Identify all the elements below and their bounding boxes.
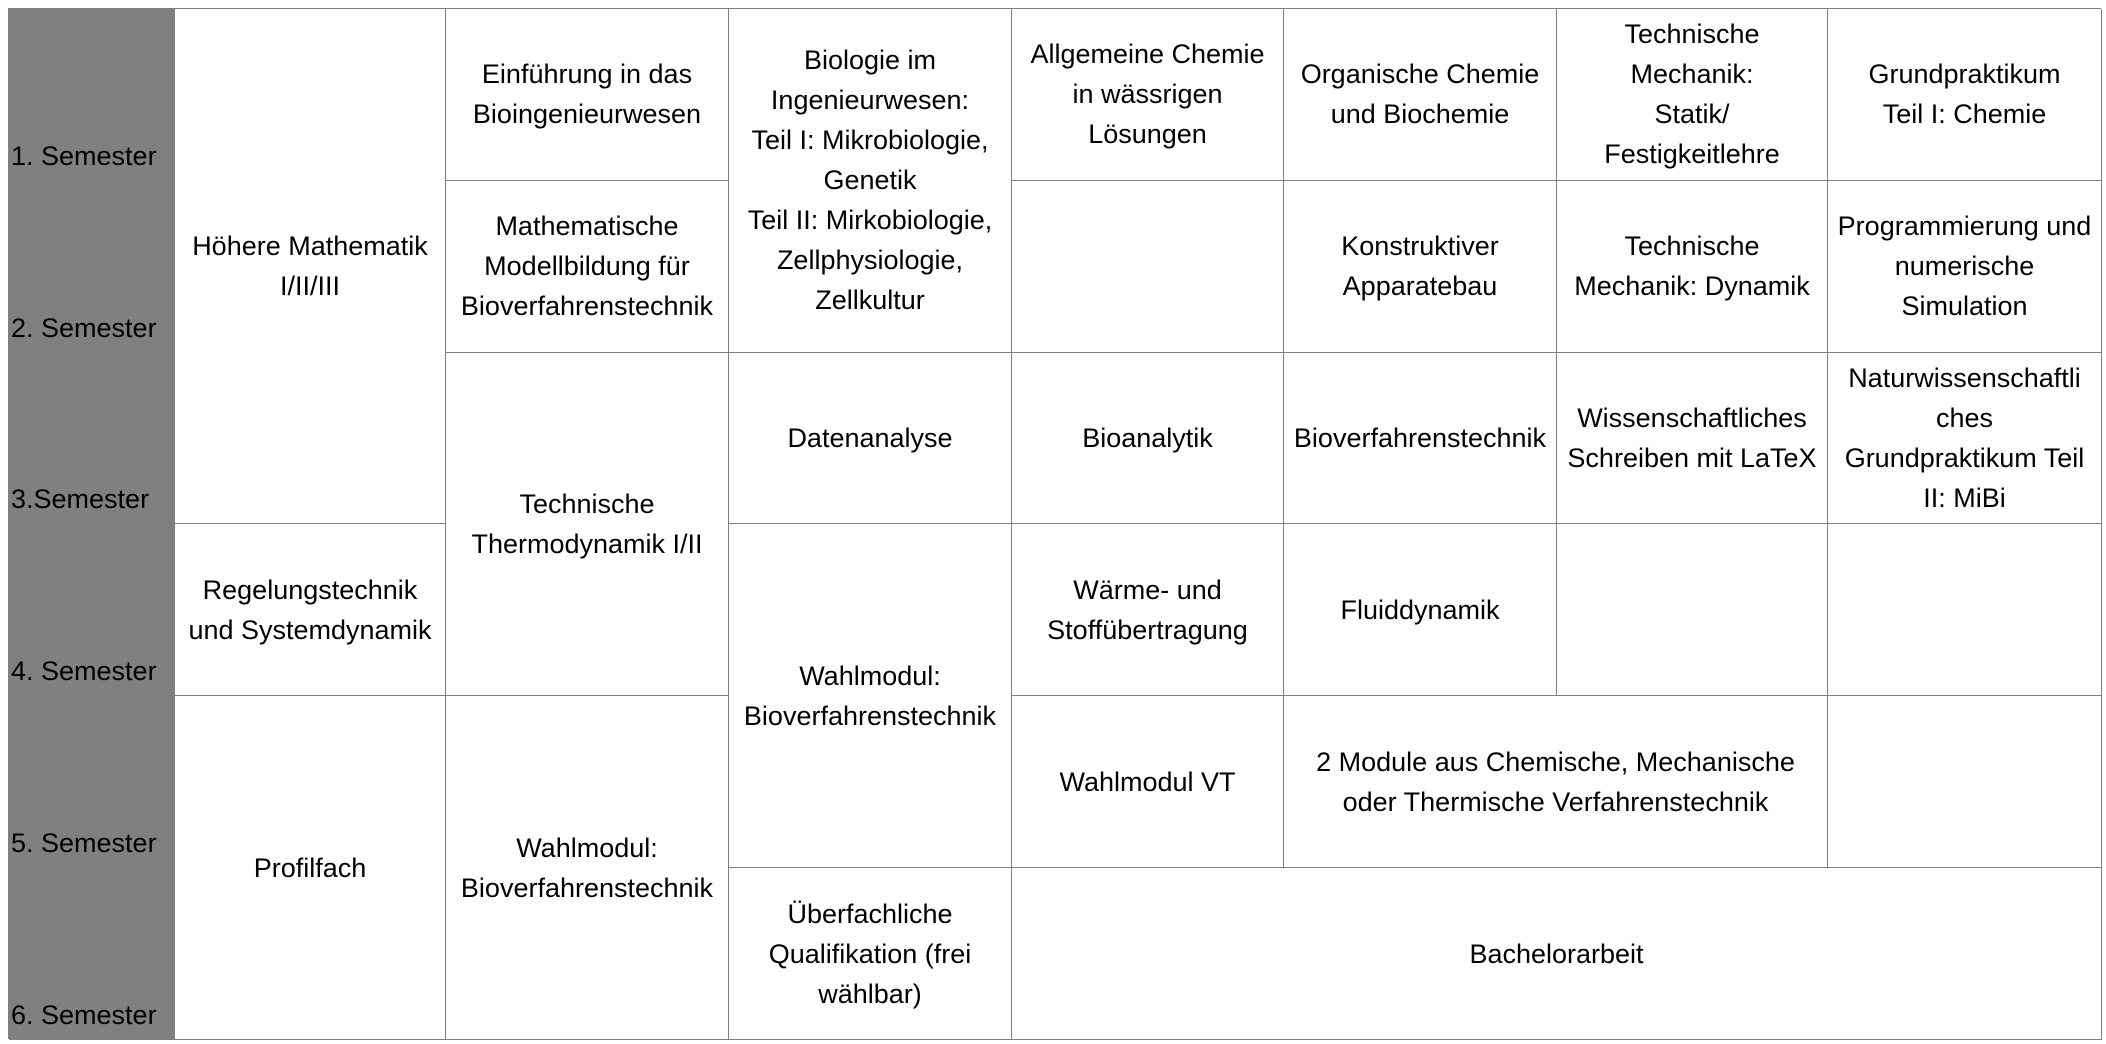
- module-fluiddynamik: Fluiddynamik: [1284, 524, 1557, 696]
- module-wahlmodul-bvt-2: Wahlmodul: Bioverfahrenstechnik: [446, 696, 729, 1040]
- module-mechanik-statik: Technische Mechanik: Statik/ Festigkeitlehre: [1557, 9, 1828, 181]
- module-waerme-stoff: Wärme- und Stoffübertragung: [1012, 524, 1284, 696]
- module-bioanalytik: Bioanalytik: [1012, 353, 1284, 525]
- empty-cell: [1828, 696, 2102, 868]
- study-plan-table: [8, 8, 2101, 1039]
- semester-label-1: 1. Semester: [9, 9, 175, 181]
- module-mathematische-modellbildung: Mathematische Modellbildung für Bioverfahrenstechnik: [446, 181, 729, 353]
- module-grundpraktikum-chemie: Grundpraktikum Teil I: Chemie: [1828, 9, 2102, 181]
- module-apparatebau: Konstruktiver Apparatebau: [1284, 181, 1557, 353]
- module-datenanalyse: Datenanalyse: [729, 353, 1012, 525]
- semester-label-3: 3.Semester: [9, 353, 175, 525]
- module-bachelorarbeit: Bachelorarbeit: [1012, 868, 2102, 1040]
- module-wahlmodul-vt: Wahlmodul VT: [1012, 696, 1284, 868]
- module-ueberfachliche: Überfachliche Qualifikation (frei wählbar): [729, 868, 1012, 1040]
- module-einfuehrung: Einführung in das Bioingenieurwesen: [446, 9, 729, 181]
- module-profilfach: Profilfach: [175, 696, 446, 1040]
- module-allgemeine-chemie: Allgemeine Chemie in wässrigen Lösungen: [1012, 9, 1284, 181]
- module-bioverfahrenstechnik: Bioverfahrenstechnik: [1284, 353, 1557, 525]
- semester-label-5: 5. Semester: [9, 696, 175, 868]
- empty-cell: [1557, 524, 1828, 696]
- module-mechanik-dynamik: Technische Mechanik: Dynamik: [1557, 181, 1828, 353]
- module-wahlmodul-bvt-1: Wahlmodul: Bioverfahrenstechnik: [729, 524, 1012, 868]
- empty-cell: [1012, 181, 1284, 353]
- module-programmierung: Programmierung und numerische Simulation: [1828, 181, 2102, 353]
- module-grundpraktikum-mibi: Naturwissenschaftli ches Grundpraktikum Teil II: MiBi: [1828, 353, 2102, 525]
- semester-label-4: 4. Semester: [9, 524, 175, 696]
- empty-cell: [1828, 524, 2102, 696]
- module-thermodynamik: Technische Thermodynamik I/II: [446, 353, 729, 697]
- module-zwei-module-vt: 2 Module aus Chemische, Mechanische oder Thermische Verfahrenstechnik: [1284, 696, 1828, 868]
- module-biologie: Biologie im Ingenieurwesen: Teil I: Mikrobiologie, Genetik Teil II: Mirkobiologie, Zellphysiologie, Zellkultur: [729, 9, 1012, 353]
- semester-label-2: 2. Semester: [9, 181, 175, 353]
- module-regelungstechnik: Regelungstechnik und Systemdynamik: [175, 524, 446, 696]
- module-hoehere-mathematik: Höhere Mathematik I/II/III: [175, 9, 446, 524]
- semester-label-6: 6. Semester: [9, 868, 175, 1040]
- module-organische-chemie: Organische Chemie und Biochemie: [1284, 9, 1557, 181]
- module-latex: Wissenschaftliches Schreiben mit LaTeX: [1557, 353, 1828, 525]
